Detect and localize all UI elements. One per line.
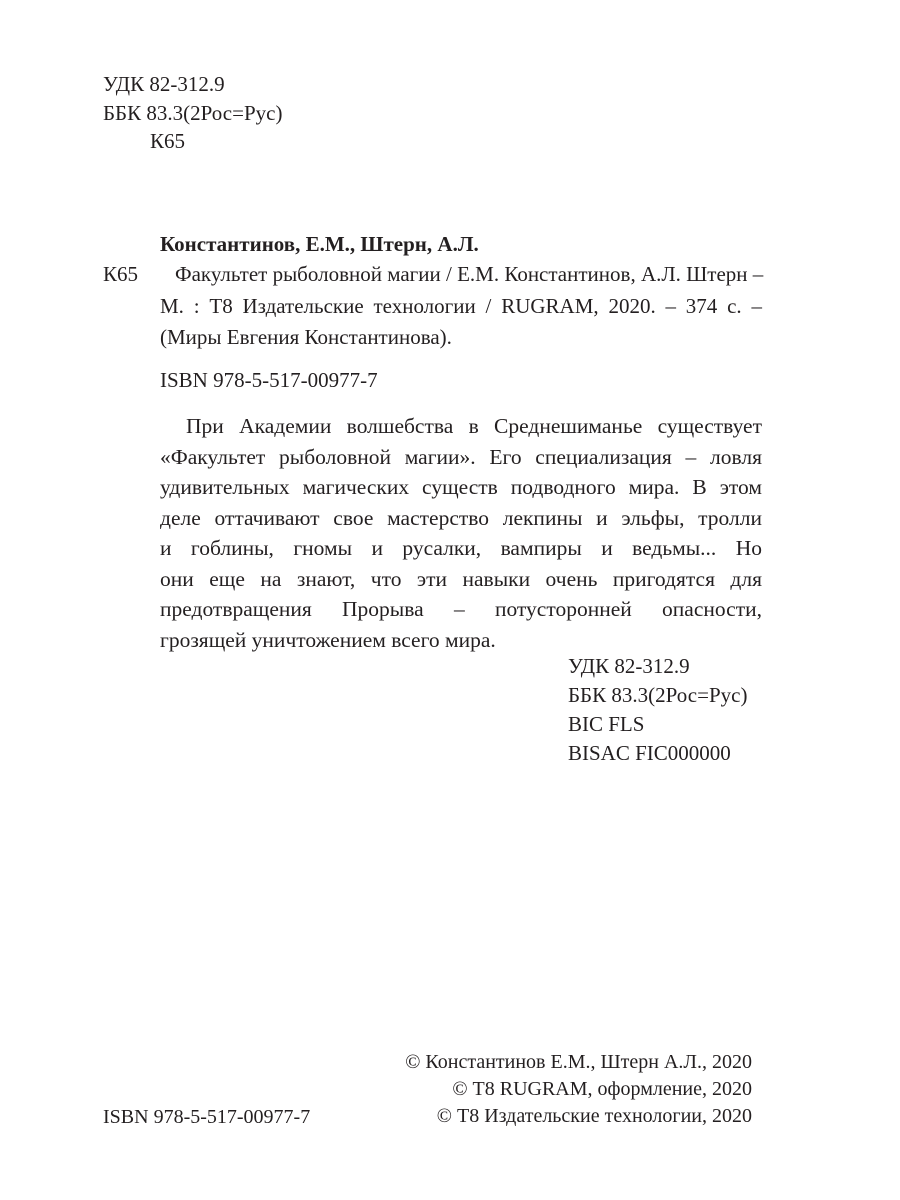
catalog-authors: Константинов, Е.М., Штерн, А.Л. <box>160 232 479 256</box>
annotation-line: и гоблины, гномы и русалки, вампиры и ведьмы... Но <box>160 536 762 560</box>
codes-udk: УДК 82-312.9 <box>568 654 690 678</box>
annotation-line: удивительных магических существ подводного мира. В этом <box>160 475 762 499</box>
catalog-line-2: М. : Т8 Издательские технологии / RUGRAM, 2020. – 374 с. – <box>160 294 762 318</box>
annotation-line: деле оттачивают свое мастерство лекпины и эльфы, тролли <box>160 505 762 530</box>
annotation-line: грозящей уничтожением всего мира. <box>160 627 496 652</box>
copyright-design: © Т8 RUGRAM, оформление, 2020 <box>452 1078 752 1100</box>
codes-bisac: BISAC FIC000000 <box>568 741 731 765</box>
catalog-line-3: (Миры Евгения Константинова). <box>160 325 452 349</box>
copyright-publisher: © Т8 Издательские технологии, 2020 <box>436 1105 752 1127</box>
codes-bic: BIC FLS <box>568 712 645 736</box>
catalog-mark: К65 <box>103 262 139 286</box>
copyright-block <box>405 1049 752 1130</box>
annotation-line: «Факультет рыболовной магии». Его специализация – ловля <box>160 444 762 469</box>
header-author-mark: К65 <box>150 129 186 153</box>
annotation-line: предотвращения Прорыва – потусторонней опасности, <box>160 597 762 621</box>
annotation-paragraph <box>160 411 762 655</box>
footer-isbn: ISBN 978-5-517-00977-7 <box>103 1106 311 1128</box>
catalog-line-1: Факультет рыболовной магии / Е.М. Константинов, А.Л. Штерн – <box>175 262 764 286</box>
catalog-isbn: ISBN 978-5-517-00977-7 <box>160 368 378 392</box>
annotation-line: При Академии волшебства в Среднешиманье существует <box>186 414 762 438</box>
annotation-line: они еще на знают, что эти навыки очень пригодятся для <box>160 566 762 591</box>
codes-bbk: ББК 83.3(2Рос=Рус) <box>568 683 748 707</box>
copyright-authors: © Константинов Е.М., Штерн А.Л., 2020 <box>405 1051 752 1073</box>
header-udk: УДК 82-312.9 <box>103 72 225 96</box>
classification-codes <box>568 652 747 768</box>
header-bbk: ББК 83.3(2Рос=Рус) <box>103 101 283 125</box>
